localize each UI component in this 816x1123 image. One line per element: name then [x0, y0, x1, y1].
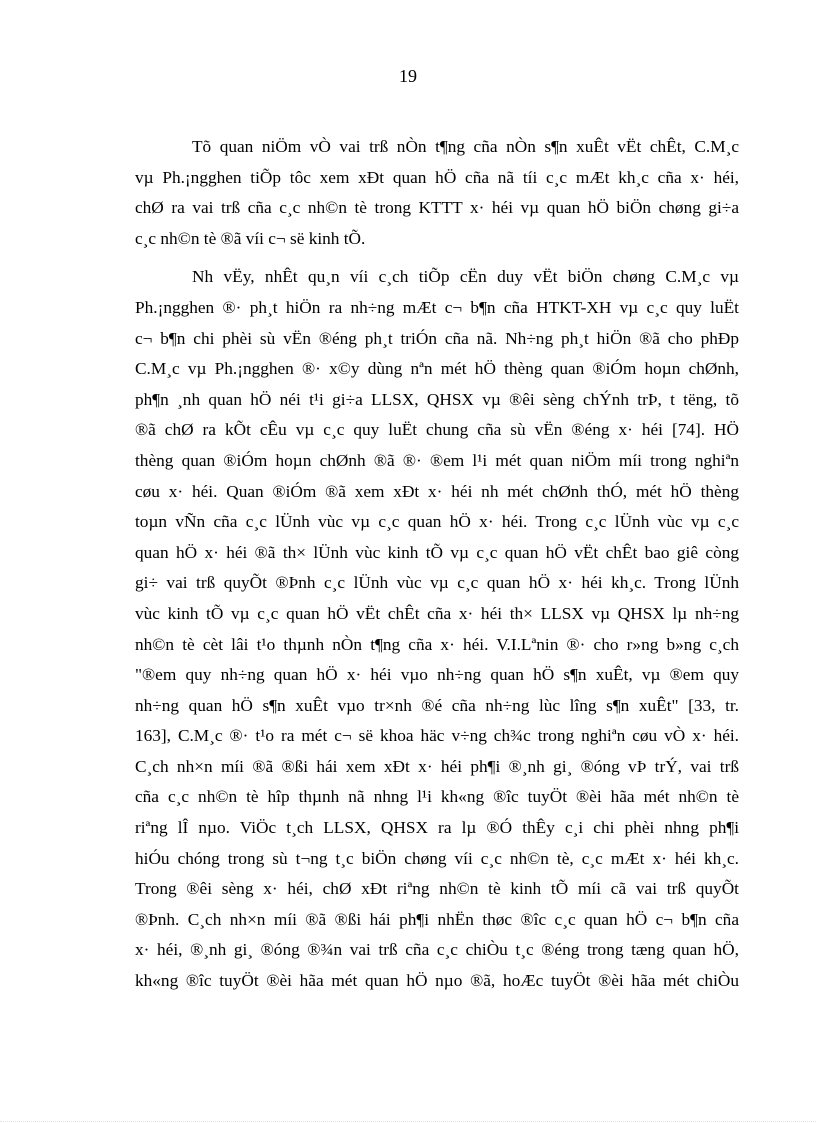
text-line: vùc kinh tÕ vµ c¸c quan hÖ vËt chÊt cña x· héi th× LLSX vµ QHSX lµ nh÷ng: [135, 603, 739, 623]
text-line: ph¶n ¸nh quan hÖ néi t¹i gi÷a LLSX, QHSX vµ ®êi sèng chÝnh trÞ, t tëng, tõ: [135, 389, 739, 409]
text-line: toµn vÑn cña c¸c lÜnh vùc vµ c¸c quan hÖ x· héi. Trong c¸c lÜnh vùc vµ c¸c: [135, 512, 739, 532]
text-line: ®Þnh. C¸ch nh×n míi ®ã ®ßi hái ph¶i nhËn thøc ®îc c¸c quan hÖ c¬ b¶n cña: [135, 909, 739, 929]
text-line: riªng lÎ nµo. ViÖc t¸ch LLSX, QHSX ra lµ ®Ó thÊy c¸i chi phèi nhng ph¶i: [135, 818, 739, 838]
text-line: thèng quan ®iÓm hoµn chØnh ®ã ®· ®em l¹i mét quan niÖm míi trong nghiªn: [135, 450, 739, 470]
text-line: Nh vËy, nhÊt qu¸n víi c¸ch tiÕp cËn duy vËt biÖn chøng C.M¸c vµ: [192, 267, 739, 287]
text-line: Ph.¡ngghen ®· ph¸t hiÖn ra nh÷ng mÆt c¬ b¶n cña HTKT-XH vµ c¸c quy luËt: [135, 297, 739, 317]
text-line: cøu x· héi. Quan ®iÓm ®ã xem xÐt x· héi nh mét chØnh thÓ, mét hÖ thèng: [135, 481, 739, 501]
text-line: cña c¸c nh©n tè hîp thµnh nã nhng l¹i kh«ng ®îc tuyÖt ®èi hãa mét nh©n tè: [135, 787, 739, 807]
text-line: kh«ng ®îc tuyÖt ®èi hãa mét quan hÖ nµo ®ã, hoÆc tuyÖt ®èi hãa mét chiÒu: [135, 971, 739, 991]
paragraph-1: [135, 132, 739, 254]
text-line: vµ Ph.¡ngghen tiÕp tôc xem xÐt quan hÖ cña nã tíi c¸c mÆt kh¸c cña x· héi,: [135, 167, 739, 187]
page-number: 19: [399, 66, 417, 86]
text-line: quan hÖ x· héi ®ã th× lÜnh vùc kinh tÕ vµ c¸c quan hÖ vËt chÊt bao giê còng: [135, 542, 739, 562]
text-line: hiÓu chóng trong sù t¬ng t¸c biÖn chøng víi c¸c nh©n tè, c¸c mÆt x· héi kh¸c.: [135, 848, 739, 868]
text-line: Trong ®êi sèng x· héi, chØ xÐt riªng nh©n tè kinh tÕ míi cã vai trß quyÕt: [135, 879, 739, 899]
text-line: nh÷ng quan hÖ s¶n xuÊt vµo tr×nh ®é cña nh÷ng lùc lîng s¶n xuÊt" [33, tr.: [135, 695, 739, 715]
text-line: Tõ quan niÖm vÒ vai trß nÒn t¶ng cña nÒn s¶n xuÊt vËt chÊt, C.M¸c: [192, 137, 739, 156]
text-line: gi÷ vai trß quyÕt ®Þnh c¸c lÜnh vùc vµ c¸c quan hÖ x· héi kh¸c. Trong lÜnh: [135, 573, 739, 593]
text-line: c¸c nh©n tè ®ã víi c¬ së kinh tÕ.: [135, 228, 366, 248]
text-line: c¬ b¶n chi phèi sù vËn ®éng ph¸t triÓn cña nã. Nh÷ng ph¸t hiÖn ®ã cho phÐp: [135, 328, 739, 348]
paragraph-2: [135, 262, 739, 996]
text-line: "®em quy nh÷ng quan hÖ x· héi vµo nh÷ng quan hÖ s¶n xuÊt, vµ ®em quy: [135, 665, 739, 685]
text-line: chØ ra vai trß cña c¸c nh©n tè trong KTTT x· héi vµ quan hÖ biÖn chøng gi÷a: [135, 198, 739, 218]
text-line: x· héi, ®¸nh gi¸ ®óng ®¾n vai trß cña c¸c chiÒu t¸c ®éng trong tæng quan hÖ,: [135, 940, 739, 960]
text-line: C.M¸c vµ Ph.¡ngghen ®· x©y dùng nªn mét hÖ thèng quan ®iÓm hoµn chØnh,: [135, 359, 739, 379]
text-line: nh©n tè cèt lâi t¹o thµnh nÒn t¶ng cña x· héi. V.I.Lªnin ®· cho r»ng b»ng c¸ch: [135, 634, 739, 654]
text-line: C¸ch nh×n míi ®ã ®ßi hái xem xÐt x· héi ph¶i ®¸nh gi¸ ®óng vÞ trÝ, vai trß: [135, 756, 739, 776]
text-line: ®ã chØ ra kÕt cÊu vµ c¸c quy luËt chung cña sù vËn ®éng x· héi [74]. HÖ: [135, 420, 739, 440]
body-text: [135, 132, 739, 997]
text-line: 163], C.M¸c ®· t¹o ra mét c¬ së khoa häc v÷ng ch¾c trong nghiªn cøu vÒ x· héi.: [135, 726, 739, 746]
